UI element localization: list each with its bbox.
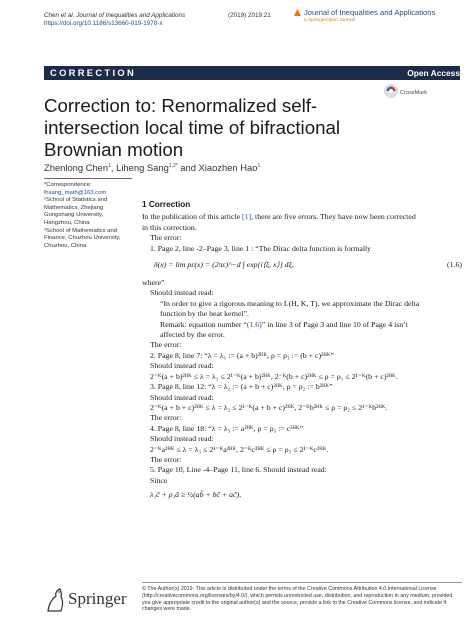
- author-affiliation-marker: 1,2*: [168, 162, 178, 169]
- equation-number: (1.6): [447, 260, 462, 270]
- open-access-label: Open Access: [407, 68, 460, 78]
- equation-row: [142, 256, 462, 276]
- error-item-3: 3. Page 8, line 12: “λ = λ₂ := (a + b + c)²ᴴᴷ, ρ = ρ₂ := b²ᴴᴷ”: [150, 382, 333, 392]
- journal-logo-icon: [293, 8, 302, 17]
- since-text: Since: [150, 475, 168, 485]
- intro-paragraph: [142, 212, 462, 222]
- article-body: [142, 200, 462, 501]
- should-read-label: Should instead read:: [150, 392, 214, 402]
- error-label: The error:: [150, 233, 182, 243]
- intro-text: In the publication of this article: [142, 212, 243, 222]
- equation: λ₁c̃ + ρ₁ã ≥ ½(ab̃ + bc̃ + ac̃),: [150, 490, 242, 500]
- affiliation-2: ²School of Mathematics and Finance, Chuzhou University, Chuzhou, China: [44, 227, 121, 249]
- author-line: [44, 162, 260, 173]
- author-name[interactable]: Zhenlong Chen: [44, 162, 109, 173]
- article-type-label: CORRECTION: [50, 67, 137, 78]
- header-doi-link[interactable]: https://doi.org/10.1186/s13660-019-1978-x: [44, 20, 163, 27]
- quote-line: “In order to give a rigorous meaning to L(H, K, T), we approximate the Dirac delta: [160, 298, 420, 308]
- crossmark-label: CrossMark: [400, 90, 428, 96]
- affiliation-1: ¹School of Statistics and Mathematics, Zhejiang Gongshang University, Hangzhou, China: [44, 197, 108, 226]
- error-item-4: 4. Page 8, line 18: “λ = λ₃ := a²ᴴᴷ, ρ = ρ₃ := c²ᴴᴷ”: [150, 423, 303, 433]
- error-label: The error:: [150, 454, 182, 464]
- correction-2: 2⁻ᴷ(a + b)²ᴴᴷ ≤ λ = λ₁ ≤ 2¹⁻ᴷ(a + b)²ᴴᴷ, 2⁻ᴷ(b + c)²ᴴᴷ ≤ ρ = ρ₁ ≤ 2¹⁻ᴷ(b + c)²ᴴᴷ.: [150, 371, 398, 381]
- should-read-label: Should instead read:: [150, 361, 214, 371]
- remark-line: [142, 320, 462, 330]
- quote-line: function by the heat kernel”.: [160, 309, 249, 319]
- remark-text: ” in line 3 of Page 3 and line 10 of Page 4 isn’t: [261, 319, 408, 329]
- error-item-2: 2. Page 8, line 7: “λ = λ₁ := (a + b)²ᴴᴷ, ρ = ρ₁ := (b + c)²ᴴᴷ”: [150, 350, 334, 360]
- remark-line: affected by the error.: [160, 330, 225, 340]
- error-item-1: 1. Page 2, line -2–Page 3, line 1 : “The Dirac delta function is formally: [150, 243, 372, 253]
- affiliation-sidebar: [44, 178, 132, 250]
- correction-3: 2⁻ᴷ(a + b + c)²ᴴᴷ ≤ λ = λ₂ ≤ 2¹⁻ᴷ(a + b + c)²ᴴᴷ, 2⁻ᴷb²ᴴᴷ ≤ ρ = ρ₂ ≤ 2¹⁻ᴷb²ᴴᴷ.: [150, 402, 388, 412]
- springer-horse-icon: [44, 587, 66, 613]
- author-separator: and: [177, 162, 199, 173]
- error-item-5: 5. Page 10, Line -4–Page 11, line 6. Should instead read:: [150, 465, 327, 475]
- where-text: where”: [142, 278, 165, 288]
- correspondence-email[interactable]: lhsang_math@163.com: [44, 189, 107, 196]
- author-separator: ,: [110, 162, 117, 173]
- article-title: Correction to: Renormalized self-intersection local time of bifractional Brownian motion: [44, 95, 341, 160]
- header-year-article: (2019) 2019:21: [228, 12, 271, 19]
- reference-link[interactable]: [1]: [242, 212, 252, 222]
- correction-4: 2⁻ᴷa²ᴴᴷ ≤ λ = λ₃ ≤ 2¹⁻ᴷa²ᴴᴷ, 2⁻ᴷc²ᴴᴷ ≤ ρ = ρ₃ ≤ 2¹⁻ᴷc²ᴴᴷ.: [150, 444, 329, 454]
- license-text: © The Author(s) 2019. This article is distributed under the terms of the Creative Commons Attribution 4.0 International License (http://creativecommons.org/licenses/by/4.0/), which permits unrestricted use, distribution, and reproduction in any medium, provided you give appropriate credit to the original author(s) and the source, provide a link to the Creative Commons license, and indicate if changes were made.: [142, 586, 453, 613]
- journal-brand: [304, 8, 435, 23]
- should-read-label: Should instead read:: [150, 434, 214, 444]
- journal-tag: a SpringerOpen Journal: [304, 18, 355, 23]
- springer-wordmark: Springer: [68, 589, 127, 608]
- author-affiliation-marker: 1: [257, 162, 261, 169]
- equation-link[interactable]: (1.6): [246, 319, 262, 329]
- running-header: [44, 12, 185, 28]
- correspondence-marker: *Correspondence:: [44, 182, 92, 188]
- author-affiliation-marker: 1: [108, 162, 111, 169]
- should-read-label: Should instead read:: [150, 288, 214, 298]
- intro-text: , there are five errors. They have now been corrected: [251, 212, 416, 222]
- journal-name: Journal of Inequalities and Applications: [304, 8, 436, 17]
- footer-divider: [142, 582, 462, 583]
- author-name[interactable]: Xiaozhen Hao: [198, 162, 258, 173]
- intro-text-cont: in this correction.: [142, 222, 197, 232]
- header-authors-journal: Chen et al. Journal of Inequalities and Applications: [44, 12, 186, 19]
- remark-text: Remark: equation number “: [160, 319, 247, 329]
- error-label: The error:: [150, 413, 182, 423]
- section-heading: 1 Correction: [142, 200, 191, 209]
- author-name[interactable]: Liheng Sang: [116, 162, 169, 173]
- equation: δ(x) = lim pε(x) = (2πε)^−d ∫ exp{i⟨ξ, x⟩} dξ,: [154, 260, 294, 270]
- error-label: The error:: [150, 340, 182, 350]
